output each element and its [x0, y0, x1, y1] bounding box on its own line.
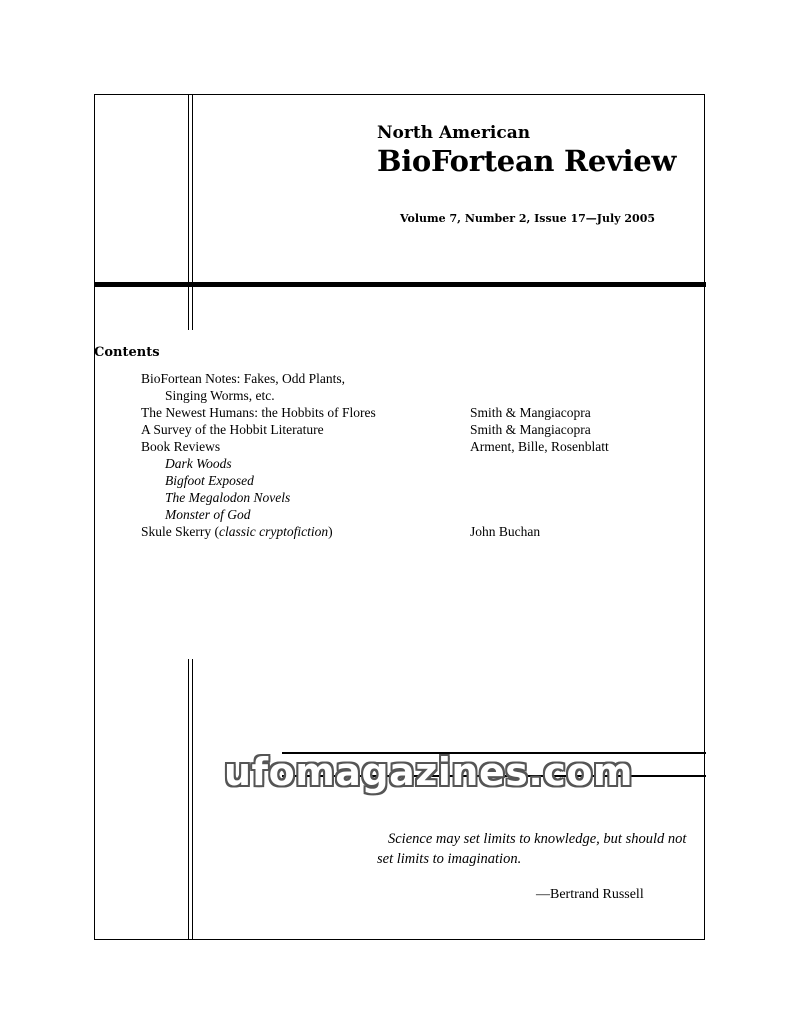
quote-attribution: —Bertrand Russell: [536, 887, 644, 902]
toc-title: Book Reviews: [141, 439, 221, 454]
toc-title: Singing Worms, etc.: [165, 388, 275, 403]
issue-line: Volume 7, Number 2, Issue 17—July 2005: [400, 212, 656, 225]
toc-book-title: Bigfoot Exposed: [165, 473, 254, 488]
toc-row: [141, 455, 681, 472]
vertical-rule-top-left: [188, 95, 189, 330]
toc-book-title: The Megalodon Novels: [165, 490, 291, 505]
toc-row: [141, 438, 681, 455]
vertical-rule-bottom-right: [192, 659, 193, 940]
quote-text: Science may set limits to knowledge, but should not set limits to imagination.: [377, 831, 687, 867]
toc-title-prefix: Skule Skerry (: [141, 524, 219, 539]
toc-title: [141, 523, 333, 540]
masthead-subtitle: North American: [377, 123, 531, 143]
toc-title: BioFortean Notes: Fakes, Odd Plants,: [141, 371, 345, 386]
toc-row: [141, 370, 681, 387]
toc-title-suffix: ): [328, 524, 333, 539]
toc-title: The Newest Humans: the Hobbits of Flores: [141, 405, 376, 420]
masthead-title: BioFortean Review: [377, 144, 677, 178]
vertical-rule-top-right: [192, 95, 193, 330]
toc-book-title: Monster of God: [165, 507, 251, 522]
toc-author: Smith & Mangiacopra: [470, 422, 591, 437]
toc-row: [141, 506, 681, 523]
masthead-divider: [94, 282, 706, 287]
watermark: ufomagazines.com: [224, 750, 634, 794]
toc-row: [141, 387, 681, 404]
table-of-contents: [141, 370, 681, 540]
epigraph-quote: [377, 829, 697, 869]
vertical-rule-bottom-left: [188, 659, 189, 940]
toc-row: [141, 523, 681, 540]
toc-row: [141, 489, 681, 506]
toc-title-italic: classic cryptofiction: [219, 524, 329, 539]
contents-heading: Contents: [94, 345, 160, 360]
toc-row: [141, 404, 681, 421]
toc-row: [141, 472, 681, 489]
toc-author: John Buchan: [470, 524, 541, 539]
toc-title: A Survey of the Hobbit Literature: [141, 422, 324, 437]
toc-row: [141, 421, 681, 438]
toc-author: Smith & Mangiacopra: [470, 405, 591, 420]
toc-book-title: Dark Woods: [165, 456, 232, 471]
toc-author: Arment, Bille, Rosenblatt: [470, 439, 609, 454]
